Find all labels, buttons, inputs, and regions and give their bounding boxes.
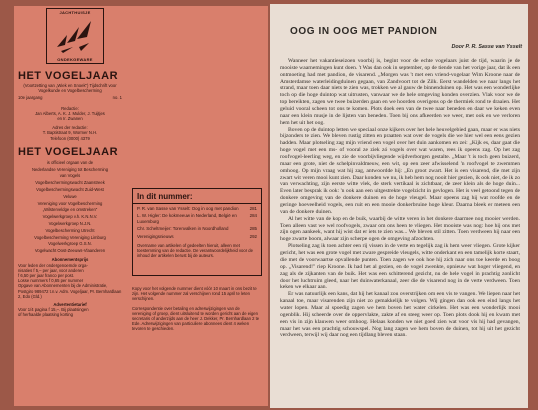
contents-item-page: 284 xyxy=(249,213,257,219)
logo-bottom-text: ONDEKGEWARE xyxy=(57,57,93,62)
contents-item[interactable] xyxy=(137,226,257,231)
org-line: Vogelbescherming Utrecht xyxy=(45,227,95,233)
org-line: Vereniging voor Vogelbescherming xyxy=(37,200,103,206)
article-title: OOG IN OOG MET PANDION xyxy=(290,26,438,37)
advert-head: Advertentietarief xyxy=(53,302,87,308)
subscription-line: Postgiro 989472 t.n.v. Adm. Vogeljaar, Pr. Bernhardlaan 2, Edo (Gld.) xyxy=(18,288,122,299)
address-line: T. Baptistraat 9, Wormer N.H. xyxy=(42,130,98,136)
contents-box xyxy=(132,188,262,276)
birds-icon xyxy=(53,17,97,55)
right-page xyxy=(270,4,528,408)
contents-item-page: 285 xyxy=(249,226,257,232)
org-line: Vogelbeschermingswacht Zuid-West xyxy=(36,187,104,193)
magazine-title: HET VOGELJAAR xyxy=(18,70,119,82)
article-paragraph: Boven op de duintop letten we speciaal onze kijkers over het hele heuvelgebied gaan, maar er was niets bijzonders te zien. We bleven rustig zitten en praatten wat over de vogels die we hier wel een eens gezien hadden. Maar plotseling zag mijn vriend een vogel over het duin aankomen en zei: „Kijk es, daar gaat die hoge vogel met een ms- of vooral ze ziek zó vogels over wat waren, rees ik opeens zag. Op het zag roofvogel-leerling weg, en zie de voorbijvliegende wijdverborgen gestalte. „Maar 't is toch geen buizerd, maar een grote, niet de schelpinvaldmeuw, een wit, op een zeer afwisselend 'n roofvogel te zwemmen omhoog. Op mijn vraag wat hij zag, antwoordde hij: „En groot zwart. Het is een visarend, die met zijn zwart wit veren mooi kunt zien. Daar konden we nu, ik heb hem nog nooit hier gezien, ik ook niet, de ik zo van verwachting, zijn eerste witte vlek, de sterk vertikaal is zichtbaar, de zeer klein als de hoge duin... Even later besprak ik ook: 'n ook aan een uitgestrekte vogelzicht in gevlogen. Het is veel getoond tegen de donkere omgeving van de donkere duinen en de hoge vleugel. Maar opeens zag hij wat roofde en de geringe hoeveelheid vogels, een ruit en een mooie donkerbruine hoge kleur. Daarna bleek er meteen een van de donkere duinen. xyxy=(280,126,520,215)
volume: 10e jaargang xyxy=(18,95,43,101)
contents-item-page: 281 xyxy=(249,206,257,211)
article-paragraph: Er was natuurlijk een kans, dat hij het kanaal zou overstrijken om een vis te vangen. We liepen naar het kanaal toe, maar visarenden zijn niet zo gemakkelijk te volgen. Wij gingen dan ook een eind langs het water lopen. Maar al spoedig zagen we hem boven het water cirkelen. Het was een wonderlijk mooi ogenblik. Hij scheerde over de oppervlakte, zakte af en steeg weer op. Toen plots dook hij en kwam met een vis in zijn klauwen weer omhoog. Helaas konden we niet goed zien wat voor vis hij had gevangen, maar het was een prachtig schouwspel. Nog lang zagen we hem boven de duinen, tot hij uit het gezicht verdween, terwijl wij daar nog een tijdlang bleven staan. xyxy=(280,291,520,339)
copyright-note: Overname van artikelen of gedeelten hieruit, alleen met toestemming van de redactie. De verantwoordelijkheid voor de inhoud der artikelen berust bij de auteurs. xyxy=(137,243,253,259)
contents-item-title: L. W. Higler: De kokmeeuw in Nederland, België en Luxemburg xyxy=(137,213,237,224)
magazine-subtitle: (Voortzetting van „Wiek en Snoek") Tijdschrift voor Vogelkunde en Vogelbescherming xyxy=(23,83,117,94)
contents-heading: In dit nummer: xyxy=(133,189,261,204)
org-line: Vogelwerkgroep G.S.N. xyxy=(48,241,92,247)
article-byline: Door P. R. Sasse van Ysselt xyxy=(451,44,522,50)
advert-line: Voor 1/4 pagina f 15,–. Bij plaatsingen xyxy=(18,307,89,313)
article-paragraph: Wanneer het vakantieseizoen voorbij is, begint voor de echte vogelaars juist de tijd, waarin je de mooiste waarnemingen kunt doen. 't Was dan ook in september, op de tiende van het vorige jaar, dat ik een ontmoeting had met pandion, de visarend. „Morgen was 't met een vriend-vogelaar Wim Kroone naar de Amsterdamse waterleidingduinen gegaan, van Zandvoort tot de Zilk. Eerst wandelden we naar langs het strand, maar toen daar niets te zien was, trokken we al gauw de binnenduinen op. Het was een wonderlijke toch op die hoge duintop wat uitrusten, vanwaar we de hele omgeving konden overzien. Vlak voor we de top bereikten, zagen we twee buizerden gaan en we hoorden overigens op de thermiek rond te draaien. Het geluid vooral scheen tot ons te komen. Plots doek een van de twee naar beneden en daar we keken even naar een klein musje in de lijsten van beneden. Toen bij ons afkeerden we weer, met ook en we verloren hem het uit het oog. xyxy=(280,58,520,126)
editors xyxy=(18,106,122,122)
subscription-line: Opgave van Abonnementen bij de Administratie, xyxy=(18,283,108,289)
editors-line: Jan Alberts, A. K. J. Mulder, J. Tuijtjes xyxy=(35,110,105,116)
article-body xyxy=(280,58,520,404)
editors-line: en Ir. Zwanen xyxy=(57,116,83,122)
subscription-line: Voor leden der ondergenoemde orga- xyxy=(18,262,88,268)
contents-item-title: Chr. Scheltmeijer: Torenvalken in Noordholland xyxy=(137,226,229,232)
issue-meta xyxy=(18,95,122,100)
subscription-line: f 6,50 per jaar franco per post. xyxy=(18,273,75,278)
org-line: Veluwe xyxy=(63,193,77,199)
correspondence-note: Correspondentie over betaling en adreswijzigingen van de vereniging of groep, dient uitsluitend te worden gericht aan de eigen secretaris of anderzijds aan de heer J. Dekker, Pr. Bernhardlaan 2 te Ede. Adreswijzigingen van particuliere abonnees dient 4 weken tevoren te geschieden. xyxy=(132,305,260,332)
issue-number: no. 1 xyxy=(112,95,122,101)
org-line: is officieel orgaan van de xyxy=(46,159,94,165)
contents-item-page: 292 xyxy=(249,233,257,239)
masthead xyxy=(18,8,122,318)
article-paragraph: Al het witte van de kop en de buik, waarbij de witte veren in het donkere daarmee nog mooier werden. Toen alleen vast we wel roofvogels, zwaar om ons heen te vliegen. Het mooiste was nog: hoe hij ons met zijn ogen aankeek, want hij wist dat er iets te zien was... We bleven stil zitten. Toen verdween hij naar een hoge zwarte boom, alwaar zijn scherpe ogen de omgeving afzochten. xyxy=(280,215,520,243)
org-line: Vogelbeschermingswacht Zaanstreek xyxy=(35,180,105,186)
org-line: Vogelwerkgroep v.h. K.N.N.V. xyxy=(42,214,98,220)
contents-item[interactable] xyxy=(137,206,257,211)
org-line: Nederlandse Vereniging tot Bescherming xyxy=(31,166,109,172)
magazine-title-2: HET VOGELJAAR xyxy=(18,145,119,158)
logo xyxy=(46,8,104,64)
org-line: van Vogels xyxy=(59,173,81,179)
subscription-info xyxy=(18,257,122,299)
left-page xyxy=(14,6,268,406)
org-line: „Wilsterveldge en omstreken" xyxy=(42,207,98,213)
org-line: Vogelwerkgroep N.J.N. xyxy=(48,221,92,226)
address-head: Adres der redactie: xyxy=(52,125,88,131)
subscription-line: nisaties f 5,– per jaar, voor anderen xyxy=(18,267,84,273)
editors-head: Redactie: xyxy=(61,105,79,111)
contents-item[interactable] xyxy=(137,234,257,239)
logo-top-text: JACHTHUISJE xyxy=(59,10,91,15)
contents-item-title: P. R. van Sasse van Ysselt: Oog in oog met pandion xyxy=(137,206,239,211)
contents-list xyxy=(133,204,261,243)
subscription-line: Losse nummers f 0,65 per nummer xyxy=(18,278,84,284)
contents-item-title: Verenigingsnieuws xyxy=(137,233,174,239)
copy-deadline-note: Kopy voor het volgende nummer dient vóór 10 maart in ons bezit te zijn. Het volgende nummer zal verschijnen rond 15 april te leten verschijnen. xyxy=(132,286,257,302)
org-line: Vogelbescherming Vereniging Limburg xyxy=(34,234,106,240)
organisation-list xyxy=(18,160,122,254)
editorial-address xyxy=(18,125,122,141)
org-line: Vogelwacht Oost-Zeeuws-Vlaanderen xyxy=(34,248,106,254)
contents-item[interactable] xyxy=(137,213,257,224)
editorial-footnotes xyxy=(132,286,260,336)
article-paragraph: Plotseling zag ik toen achter een rij vissen in de verte en tegelijk zag ik hem weer vliegen. Grote kijker gericht, het was een grote vogel met zware gespreide vleugels, witte onderkant en een tamelijk korte staart, die met de voorwaartse opvallende punten. Toen zagen we ook hoe hij zich naar ons toe keerde en boog op. „Visarend!" riep Kroone. Ik had het al gezien, en de vogel zwenkte, opnieuw wat hoger vliegend, en zag als de zijkanten van de buik. Het was een schitterend gezicht, nu de hele vogel in prachtig zonlicht door het luchtruim gleed, naar het duinwaterkanaal, zeer die de visarend nog in de verte verdween. Toen keken we elkaar aan. xyxy=(280,243,520,291)
subscription-head: Abonnementsprijs xyxy=(51,257,89,263)
address-line: Telefoon (0000) 4379 xyxy=(50,135,90,141)
advert-line: of herhaalde plaatsing korting xyxy=(18,312,73,318)
advertising-rates xyxy=(18,302,122,318)
